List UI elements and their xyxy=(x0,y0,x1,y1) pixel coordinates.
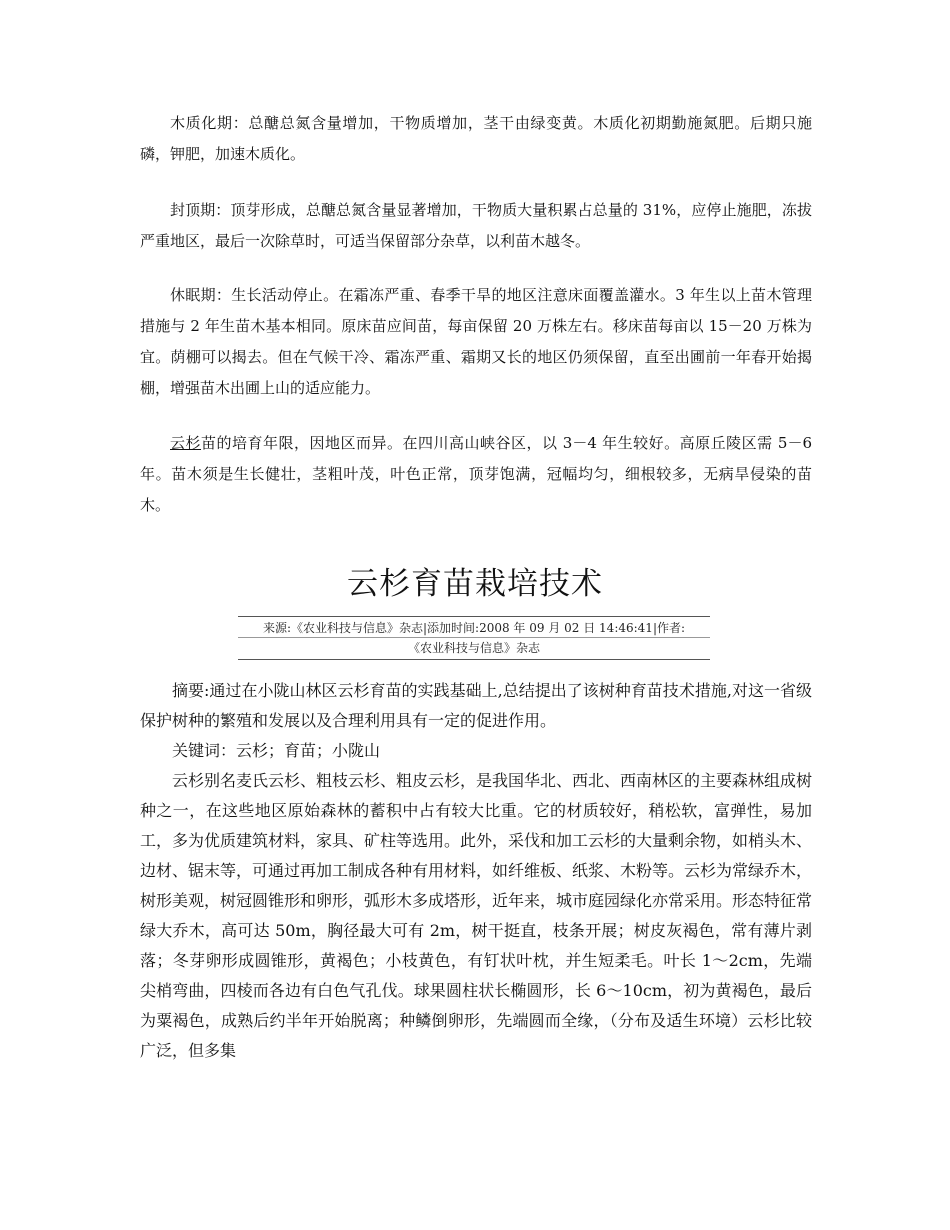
paragraph-cultivation-years xyxy=(140,428,812,521)
paragraph-rest-text: 苗的培育年限，因地区而异。在四川高山峡谷区，以 3－4 年生较好。高原丘陵区需 5－6 年。苗木须是生长健壮，茎粗叶茂，叶色正常，顶芽饱满，冠幅均匀，细根较多，无病旱侵染的苗木。 xyxy=(140,434,812,514)
meta-line-source: 来源:《农业科技与信息》杂志|添加时间:2008 年 09 月 02 日 14:46:41|作者: xyxy=(262,621,686,635)
paragraph-dormancy-stage xyxy=(140,280,812,404)
paragraph-text: 木质化期：总醣总氮含量增加，干物质增加，茎干由绿变黄。木质化初期勤施氮肥。后期只施磷，钾肥，加速木质化。 xyxy=(140,114,812,163)
article-main-paragraph: 云杉别名麦氏云杉、粗枝云杉、粗皮云杉，是我国华北、西北、西南林区的主要森林组成树种之一，在这些地区原始森林的蓄积中占有较大比重。它的材质较好，稍松软，富弹性，易加工，多为优质建筑材料，家具、矿柱等选用。此外，采伐和加工云杉的大量剩余物，如梢头木、边材、锯末等，可通过再加工制成各种有用材料，如纤维板、纸浆、木粉等。云杉为常绿乔木，树形美观，树冠圆锥形和卵形，弧形木多成塔形，近年来，城市庭园绿化亦常采用。形态特征常绿大乔木，高可达 50m，胸径最大可有 2m，树干挺直，枝条开展；树皮灰褐色，常有薄片剥落；冬芽卵形成圆锥形，黄褐色；小枝黄色，有钉状叶枕，并生短柔毛。叶长 1～2cm，先端尖梢弯曲，四棱而各边有白色气孔伐。球果圆柱状长椭圆形，长 6～10cm，初为黄褐色，最后为粟褐色，成熟后约半年开始脱离；种鳞倒卵形，先端圆而全缘，（分布及适生环境）云杉比较广泛，但多集 xyxy=(140,771,813,1060)
paragraph-text: 休眠期：生长活动停止。在霜冻严重、春季干旱的地区注意床面覆盖灌水。3 年生以上苗木管理措施与 2 年生苗木基本相同。原床苗应间苗，每亩保留 20 万株左右。移床苗每亩以 15－20 万株为宜。荫棚可以揭去。但在气候干冷、霜冻严重、霜期又长的地区仍须保留，直至出圃前一年春开始揭棚，增强苗木出圃上山的适应能力。 xyxy=(140,286,812,397)
paragraph-lignification-stage xyxy=(140,108,812,170)
article-title: 云杉育苗栽培技术 xyxy=(347,566,603,602)
article-abstract: 摘要:通过在小陇山林区云杉育苗的实践基础上,总结提出了该树种育苗技术措施,对这一省级保护树种的繁殖和发展以及合理利用具有一定的促进作用。 xyxy=(140,681,812,730)
paragraph-text: 封顶期：顶芽形成，总醣总氮含量显著增加，干物质大量积累占总量的 31%，应停止施肥，冻拔严重地区，最后一次除草时，可适当保留部分杂草，以利苗木越冬。 xyxy=(140,201,812,250)
article-body xyxy=(140,676,812,1066)
article-keywords: 关键词：云杉；育苗；小陇山 xyxy=(172,741,381,760)
paragraph-bud-setting-stage xyxy=(140,195,812,257)
spruce-link[interactable]: 云杉 xyxy=(170,434,202,452)
article-meta xyxy=(238,616,710,660)
meta-line-author: 《农业科技与信息》杂志 xyxy=(238,637,710,657)
paragraph-text xyxy=(140,428,812,521)
